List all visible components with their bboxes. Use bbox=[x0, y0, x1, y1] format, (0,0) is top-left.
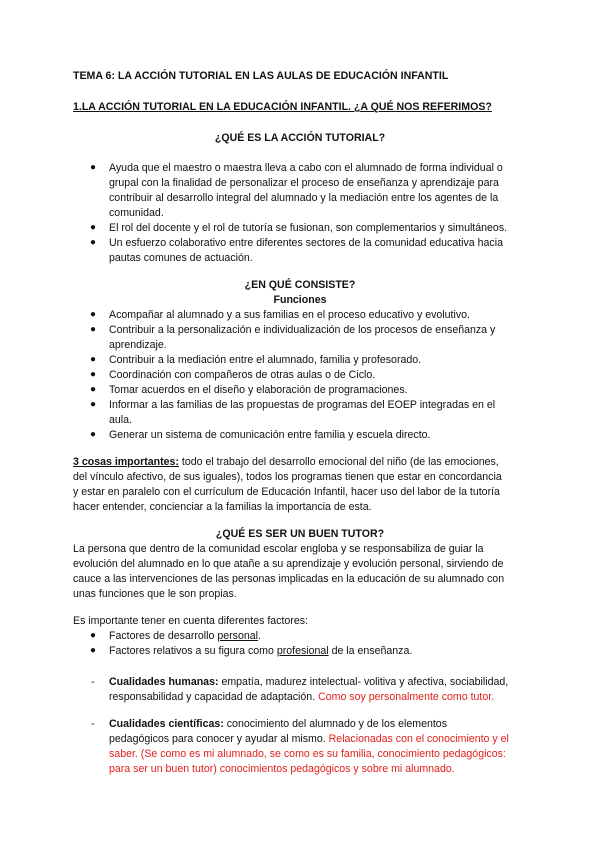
function-2-l1: Contribuir a la personalización e individualización de los procesos de enseñanza y bbox=[109, 324, 496, 336]
tutor-l4: unas funciones que le son propias. bbox=[73, 588, 237, 600]
function-1: Acompañar al alumnado y a sus familias en el proceso educativo y evolutivo. bbox=[109, 309, 470, 321]
tutor-l1: La persona que dentro de la comunidad escolar engloba y se responsabiliza de guiar la bbox=[73, 543, 484, 555]
bullet-icon: ● bbox=[90, 324, 97, 335]
tutor-l2: evolución del alumnado en lo que atañe a su aprendizaje y evolución personal, sirviendo de bbox=[73, 558, 504, 570]
dash-marker: - bbox=[91, 676, 95, 688]
bullet-icon: ● bbox=[90, 309, 97, 320]
factor-2: Factores relativos a su figura como profesional de la enseñanza. bbox=[109, 645, 413, 657]
bullet-icon: ● bbox=[90, 645, 97, 656]
science-qualities-l4: para ser un buen tutor) conocimientos pedagógicos y sobre mi alumnado. bbox=[109, 763, 455, 775]
important-l1: 3 cosas importantes: todo el trabajo del desarrollo emocional del niño (de las emociones, bbox=[73, 456, 499, 468]
heading-consist: ¿EN QUÉ CONSISTE? bbox=[244, 279, 356, 291]
document-title: TEMA 6: LA ACCIÓN TUTORIAL EN LAS AULAS DE EDUCACIÓN INFANTIL bbox=[73, 70, 449, 82]
important-l3: y estar en paralelo con el currículum de Educación Infantil, hacer uso del labor de la tutoría bbox=[73, 486, 500, 498]
function-3: Contribuir a la mediación entre el alumnado, familia y profesorado. bbox=[109, 354, 422, 366]
tutor-l3: cauce a las intervenciones de las personas implicadas en la educación de su alumnado con bbox=[73, 573, 505, 585]
heading-what-is: ¿QUÉ ES LA ACCIÓN TUTORIAL? bbox=[214, 132, 386, 144]
human-qualities-label: Cualidades humanas: bbox=[109, 676, 219, 688]
heading-functions: Funciones bbox=[273, 294, 327, 306]
bullet-icon: ● bbox=[90, 369, 97, 380]
what-b1-l2: grupal con la finalidad de personalizar el proceso de enseñanza y aprendizaje para bbox=[109, 177, 499, 189]
what-b3-l2: pautas comunes de actuación. bbox=[109, 252, 253, 264]
science-qualities-l2: pedagógicos para conocer y ayudar al mismo. Relacionadas con el conocimiento y el bbox=[109, 733, 509, 745]
what-b1-l1: Ayuda que el maestro o maestra lleva a cabo con el alumnado de forma individual o bbox=[109, 162, 503, 174]
important-l2: del vínculo afectivo, de sus iguales), todos los programas tienen que estar en concordancia bbox=[73, 471, 502, 483]
what-b1-l4: comunidad. bbox=[109, 207, 164, 219]
function-5: Tomar acuerdos en el diseño y elaboración de programaciones. bbox=[109, 384, 408, 396]
bullet-icon: ● bbox=[90, 222, 97, 233]
function-6-l2: aula. bbox=[109, 414, 132, 426]
bullet-icon: ● bbox=[90, 384, 97, 395]
bullet-icon: ● bbox=[90, 429, 97, 440]
bullet-icon: ● bbox=[90, 399, 97, 410]
heading-good-tutor: ¿QUÉ ES SER UN BUEN TUTOR? bbox=[215, 528, 385, 540]
section-heading: 1.LA ACCIÓN TUTORIAL EN LA EDUCACIÓN INFANTIL. ¿A QUÉ NOS REFERIMOS? bbox=[73, 101, 492, 113]
important-label: 3 cosas importantes: bbox=[73, 456, 179, 468]
what-b3-l1: Un esfuerzo colaborativo entre diferentes sectores de la comunidad educativa hacia bbox=[109, 237, 503, 249]
function-7: Generar un sistema de comunicación entre familia y escuela directo. bbox=[109, 429, 431, 441]
what-b2-l1: El rol del docente y el rol de tutoría se fusionan, son complementarios y simultáneos. bbox=[109, 222, 508, 234]
function-4: Coordinación con compañeros de otras aulas o de Ciclo. bbox=[109, 369, 376, 381]
bullet-icon: ● bbox=[90, 237, 97, 248]
what-b1-l3: contribuir al desarrollo integral del alumnado y la mediación entre los agentes de la bbox=[109, 192, 499, 204]
human-qualities-l2: responsabilidad y capacidad de adaptación. Como soy personalmente como tutor. bbox=[109, 691, 495, 703]
human-qualities-l1: Cualidades humanas: empatía, madurez intelectual- volitiva y afectiva, sociabilidad, bbox=[109, 676, 509, 688]
science-qualities-label: Cualidades científicas: bbox=[109, 718, 224, 730]
function-6-l1: Informar a las familias de las propuestas de programas del EOEP integradas en el bbox=[109, 399, 496, 411]
bullet-icon: ● bbox=[90, 162, 97, 173]
science-qualities-l3: saber. (Se como es mi alumnado, se como es su familia, conocimiento pedagógicos: bbox=[109, 748, 506, 760]
bullet-icon: ● bbox=[90, 630, 97, 641]
bullet-icon: ● bbox=[90, 354, 97, 365]
function-2-l2: aprendizaje. bbox=[109, 339, 167, 351]
factor-1: Factores de desarrollo personal. bbox=[109, 630, 261, 642]
science-qualities-l1: Cualidades científicas: conocimiento del alumnado y de los elementos bbox=[109, 718, 448, 730]
dash-marker: - bbox=[91, 718, 95, 730]
important-l4: hacer entender, concienciar a la familias la importancia de esta. bbox=[73, 501, 372, 513]
factors-intro: Es importante tener en cuenta diferentes factores: bbox=[73, 615, 308, 627]
